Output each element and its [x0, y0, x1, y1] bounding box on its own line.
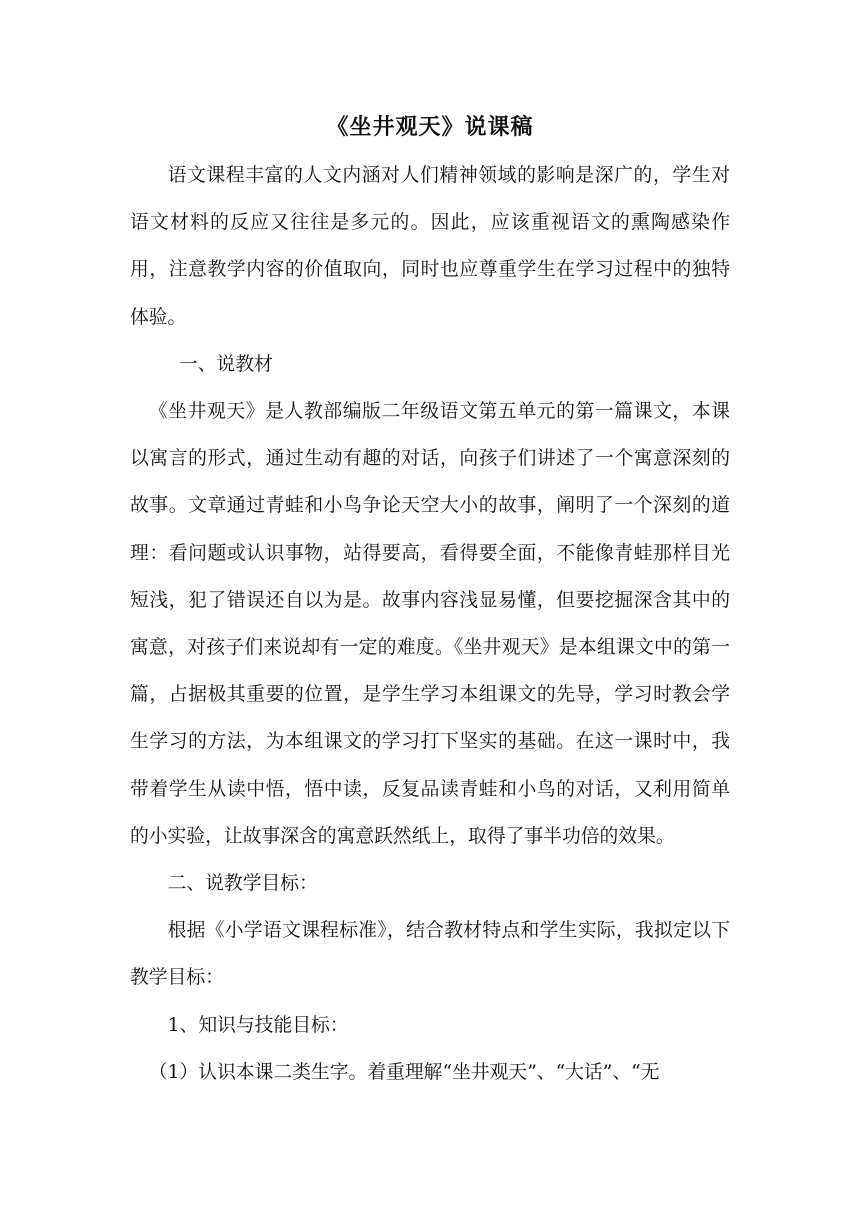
- goals-paragraph: 根据《小学语文课程标准》，结合教材特点和学生实际，我拟定以下教学目标：: [130, 920, 730, 989]
- textbook-paragraph: 《坐井观天》是人教部编版二年级语文第五单元的第一篇课文，本课以寓言的形式，通过生动有趣的对话，向孩子们讲述了一个寓意深刻的故事。文章通过青蛙和小鸟争论天空大小的故事，阐明了一个深刻的道理：看问题或认识事物，站得要高，看得要全面，不能像青蛙那样目光短浅，犯了错误还自以为是。故事内容浅显易懂，但要挖掘深含其中的寓意，对孩子们来说却有一定的难度。《坐井观天》是本组课文中的第一篇，占据极其重要的位置，是学生学习本组课文的先导，学习时教会学生学习的方法，为本组课文的学习打下坚实的基础。在这一课时中，我带着学生从读中悟，悟中读，反复品读青蛙和小鸟的对话，又利用简单的小实验，让故事深含的寓意跃然纸上，取得了事半功倍的效果。: [130, 401, 730, 847]
- document-page: [130, 108, 730, 1096]
- section-heading-textbook: 一、说教材: [178, 353, 273, 375]
- goal-item-1: （1）认识本课二类生字。着重理解“坐井观天”、“大话”、“无: [148, 1061, 660, 1083]
- document-title: 《坐井观天》说课稿: [326, 115, 534, 140]
- subheading-knowledge-skills: 1、知识与技能目标：: [167, 1014, 349, 1036]
- section-heading-goals: 二、说教学目标：: [167, 873, 318, 895]
- intro-paragraph: 语文课程丰富的人文内涵对人们精神领域的影响是深广的，学生对语文材料的反应又往往是多元的。因此，应该重视语文的熏陶感染作用，注意教学内容的价值取向，同时也应尊重学生在学习过程中的独特体验。: [130, 165, 730, 328]
